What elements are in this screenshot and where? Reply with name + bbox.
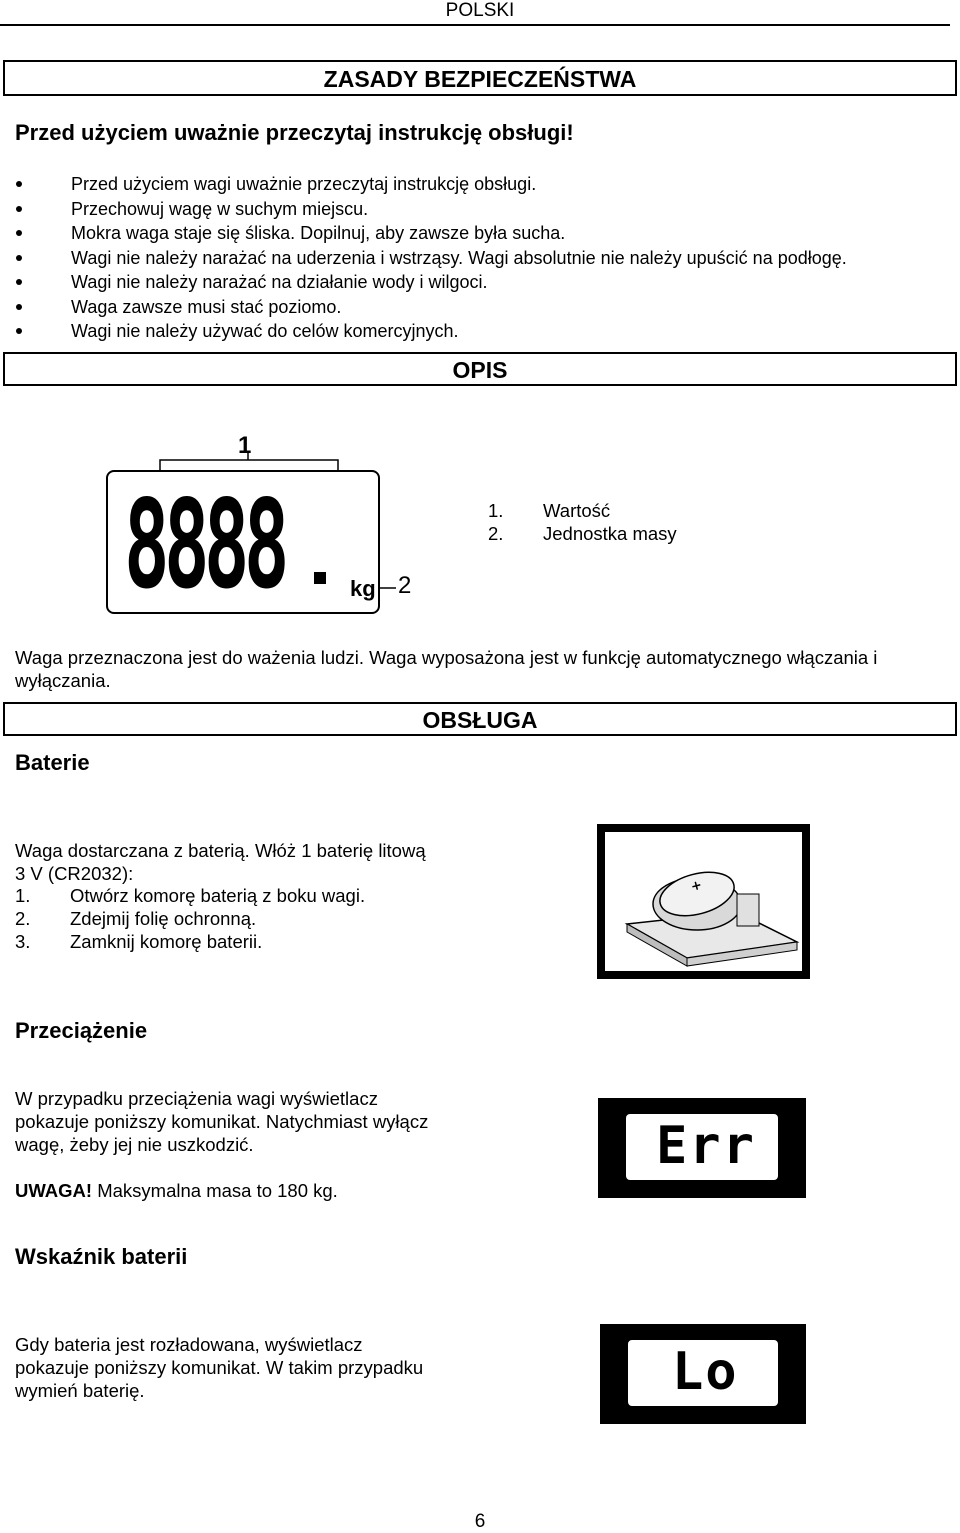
text-line: pokazuje poniższy komunikat. W takim przypadku <box>15 1357 424 1378</box>
step-text: Otwórz komorę baterią z boku wagi. <box>70 885 366 906</box>
operation-title: OBSŁUGA <box>422 707 538 733</box>
legend-text: Jednostka masy <box>543 523 677 544</box>
step-number: 2. <box>15 908 31 929</box>
callout-number-1: 1 <box>238 432 252 459</box>
battery-compartment-icon <box>597 824 810 979</box>
batteries-heading: Baterie <box>15 750 90 775</box>
lo-display-panel <box>626 1338 780 1408</box>
list-item: Wagi nie należy narażać na uderzenia i wstrząsy. Wagi absolutnie nie należy upuścić na podłogę. <box>16 246 847 271</box>
display-digits: 8888 <box>124 474 284 616</box>
safety-title-box <box>3 60 957 96</box>
list-item <box>488 523 788 546</box>
operation-title-box <box>3 702 957 736</box>
list-item: Przed użyciem wagi uważnie przeczytaj instrukcję obsługi. <box>16 172 847 197</box>
display-unit: kg <box>350 576 376 601</box>
text-line: wagę, żeby jej nie uszkodzić. <box>15 1134 254 1155</box>
warning-label: UWAGA! <box>15 1180 93 1201</box>
page-number: 6 <box>474 1511 486 1532</box>
text-line: wymień baterię. <box>15 1380 145 1401</box>
list-item: Wagi nie należy używać do celów komercyjnych. <box>16 319 847 344</box>
list-item: Waga zawsze musi stać poziomo. <box>16 295 847 320</box>
battery-illustration <box>597 824 810 979</box>
safety-subtitle: Przed użyciem uważnie przeczytaj instrukcję obsługi! <box>15 120 574 145</box>
list-item <box>488 500 788 523</box>
battery-indicator-text <box>15 1333 575 1402</box>
legend-number: 1. <box>488 500 504 521</box>
batteries-steps <box>15 885 485 954</box>
text-line: 3 V (CR2032): <box>15 863 134 884</box>
list-item <box>15 908 485 931</box>
description-intro: Waga przeznaczona jest do ważenia ludzi. Waga wyposażona jest w funkcję automatycznego włączania i wyłączania. <box>15 647 878 691</box>
text-line: Waga dostarczana z baterią. Włóż 1 baterię litową <box>15 840 426 861</box>
language-header: POLSKI <box>445 0 515 21</box>
display-panel <box>106 470 380 614</box>
battery-indicator-heading: Wskaźnik baterii <box>15 1244 188 1269</box>
list-item: Przechowuj wagę w suchym miejscu. <box>16 197 847 222</box>
display-legend <box>488 500 788 546</box>
svg-text:+: + <box>689 877 704 896</box>
lo-display <box>600 1324 806 1424</box>
step-text: Zdejmij folię ochronną. <box>70 908 257 929</box>
step-text: Zamknij komorę baterii. <box>70 931 263 952</box>
step-number: 3. <box>15 931 31 952</box>
header-divider <box>0 24 950 26</box>
batteries-text <box>15 839 485 885</box>
description-title: OPIS <box>452 357 508 383</box>
text-line: pokazuje poniższy komunikat. Natychmiast wyłącz <box>15 1111 429 1132</box>
overload-heading: Przeciążenie <box>15 1018 148 1043</box>
legend-number: 2. <box>488 523 504 544</box>
err-display-text: Err <box>656 1116 756 1176</box>
callout-number-2: 2 <box>398 572 412 599</box>
err-display-panel <box>624 1112 780 1182</box>
overload-warning <box>15 1179 338 1202</box>
err-display <box>598 1098 806 1198</box>
list-item <box>15 885 485 908</box>
list-item: Mokra waga staje się śliska. Dopilnuj, aby zawsze była sucha. <box>16 221 847 246</box>
lo-display-text: Lo <box>672 1342 739 1402</box>
safety-list <box>16 172 847 344</box>
step-number: 1. <box>15 885 31 906</box>
warning-text: Maksymalna masa to 180 kg. <box>92 1180 338 1201</box>
legend-text: Wartość <box>543 500 611 521</box>
list-item: Wagi nie należy narażać na działanie wody i wilgoci. <box>16 270 847 295</box>
text-line: Gdy bateria jest rozładowana, wyświetlacz <box>15 1334 363 1355</box>
safety-title: ZASADY BEZPIECZEŃSTWA <box>323 66 637 92</box>
text-line: W przypadku przeciążenia wagi wyświetlacz <box>15 1088 378 1109</box>
overload-text <box>15 1087 575 1156</box>
display-figure <box>100 430 430 620</box>
decimal-point <box>314 572 326 584</box>
description-title-box <box>3 352 957 386</box>
list-item <box>15 931 485 954</box>
